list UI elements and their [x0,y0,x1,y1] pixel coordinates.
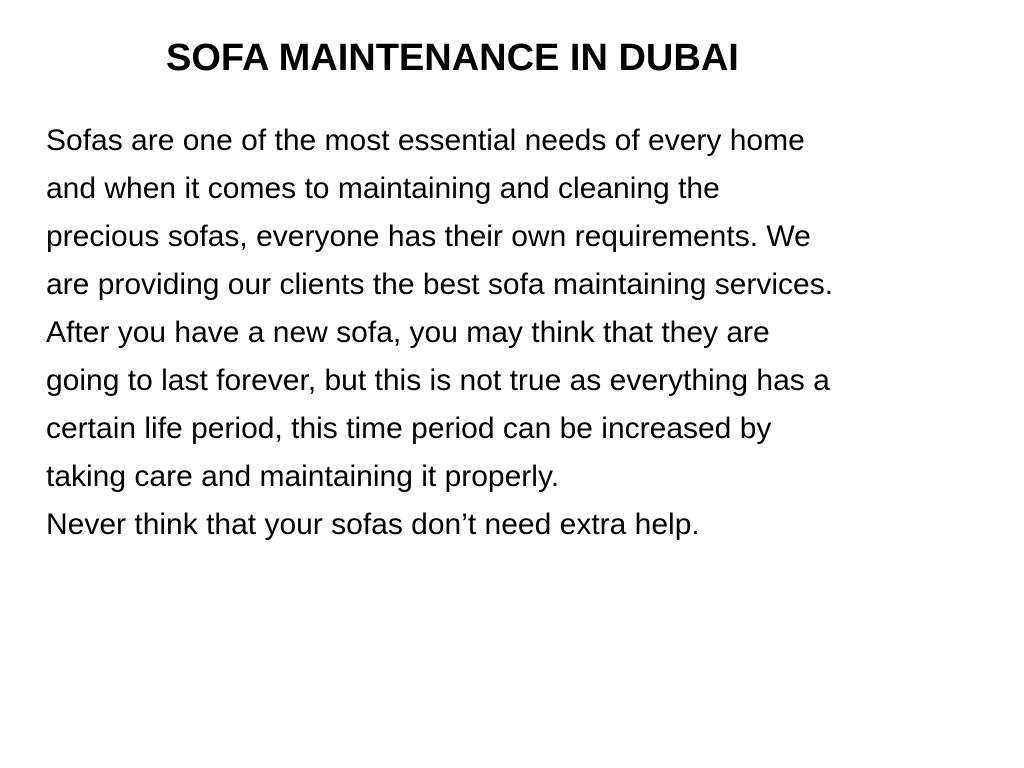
body-line: certain life period, this time period can be increased by [46,412,772,445]
slide-body [46,117,1008,549]
body-line: taking care and maintaining it properly. [46,460,560,493]
body-line: Never think that your sofas don’t need extra help. [46,508,700,541]
body-line: precious sofas, everyone has their own requirements. We [46,220,811,253]
body-line: After you have a new sofa, you may think that they are [46,316,770,349]
slide-title: SOFA MAINTENANCE IN DUBAI [166,37,739,79]
body-line: Sofas are one of the most essential needs of every home [46,124,805,157]
body-line: and when it comes to maintaining and cleaning the [46,172,720,205]
body-line: are providing our clients the best sofa maintaining services. [46,268,834,301]
body-line: going to last forever, but this is not true as everything has a [46,364,830,397]
